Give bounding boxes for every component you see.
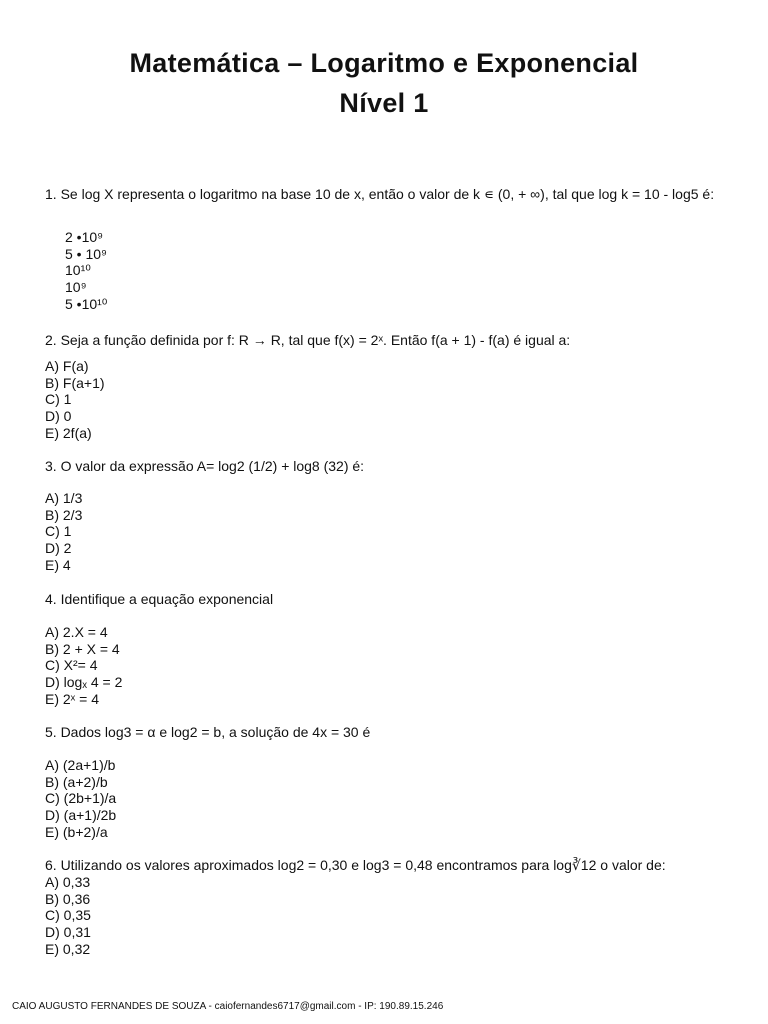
option: E) 4 [45,556,71,573]
option: C) 1 [45,391,72,408]
option: 5 • 10⁹ [65,245,108,262]
question-2-options [45,358,105,441]
option: D) (a+1)/2b [45,807,117,824]
option: E) 0,32 [45,940,91,957]
question-2-text: 2. Seja a função definida por f: R → R, tal que f(x) = 2ˣ. Então f(a + 1) - f(a) é igual a: [45,332,571,348]
option: B) 2/3 [45,506,83,523]
option: C) 0,35 [45,907,91,924]
option: D) 2 [45,540,72,557]
option: C) 1 [45,523,72,540]
page-footer: CAIO AUGUSTO FERNANDES DE SOUZA - caiofernandes6717@gmail.com - IP: 190.89.15.246 [12,1001,444,1012]
question-5-text: 5. Dados log3 = α e log2 = b, a solução de 4x = 30 é [45,724,371,740]
option: C) (2b+1)/a [45,790,117,807]
question-5-options [45,757,116,840]
option: B) (a+2)/b [45,773,108,790]
question-1-text: 1. Se log X representa o logaritmo na base 10 de x, então o valor de k ∊ (0, + ∞), tal que log k = 10 - log5 é: [45,186,715,202]
question-1-options [65,229,107,312]
option: A) F(a) [45,358,89,374]
option: B) F(a+1) [45,374,105,391]
option: C) X²= 4 [45,657,98,674]
option: 10⁹ [65,279,87,296]
option: D) 0,31 [45,924,91,941]
document-subtitle: Nível 1 [339,88,429,118]
question-6-options [45,874,91,957]
option: E) 2ˣ = 4 [45,690,100,707]
option: E) (b+2)/a [45,823,108,840]
option: A) 1/3 [45,490,83,506]
option: A) 2.X = 4 [45,624,108,640]
question-4-options [45,624,122,707]
question-6-text: 6. Utilizando os valores aproximados log2 = 0,30 e log3 = 0,48 encontramos para log∛12 o valor de: [45,857,666,873]
option: A) 0,33 [45,874,91,890]
option: D) 0 [45,408,72,425]
option: 2 •10⁹ [65,229,104,245]
option: D) logₓ 4 = 2 [45,674,123,691]
document-title: Matemática – Logaritmo e Exponencial [129,48,639,78]
option: E) 2f(a) [45,424,92,441]
option: B) 0,36 [45,890,91,907]
option: 10¹⁰ [65,262,91,279]
option: B) 2 + X = 4 [45,640,120,657]
question-3-text: 3. O valor da expressão A= log2 (1/2) + log8 (32) é: [45,458,365,474]
question-4-text: 4. Identifique a equação exponencial [45,591,274,607]
option: 5 •10¹⁰ [65,295,108,312]
option: A) (2a+1)/b [45,757,116,773]
question-3-options [45,490,82,573]
